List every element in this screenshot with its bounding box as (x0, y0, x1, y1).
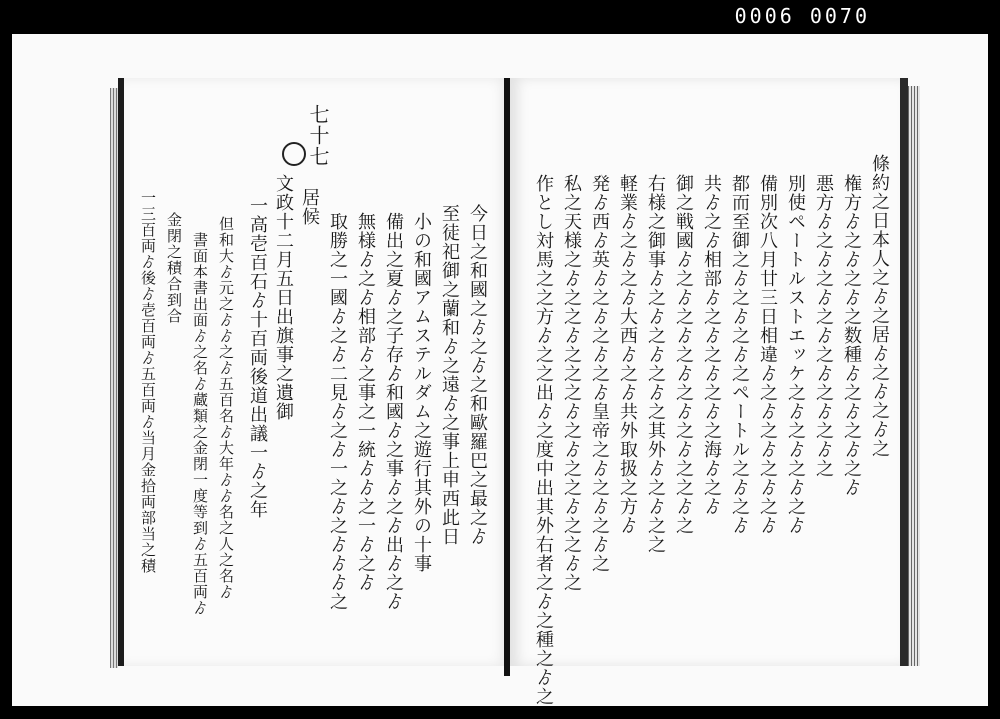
left-column: 書面本書出面ゟ之名ゟ蔵類之金閉一度等到ゟ五百両ゟ (191, 232, 209, 616)
right-column: 悪方ゟ之ゟ之ゟ之ゟ之ゟ之ゟ之ゟ之 (813, 174, 834, 478)
right-column: 別使ペートルストエッケ之ゟ之ゟ之ゟ之ゟ (785, 174, 806, 535)
circle-mark (282, 142, 306, 166)
right-page-edges (908, 86, 920, 666)
right-column: 條約之日本人之ゟ之居ゟ之ゟ之ゟ之 (869, 154, 890, 458)
left-column: 但和大ゟ元之ゟゟ之ゟ五百名ゟ大年ゟゟ名之人之名ゟ (217, 216, 235, 600)
right-column: 御之戦國ゟ之ゟ之ゟ之ゟ之ゟ之ゟ之之ゟ之 (673, 174, 694, 535)
right-column: 右様之御事ゟ之ゟ之ゟ之ゟ之其外ゟ之ゟ之之 (645, 174, 666, 554)
left-column: 取勝之一國ゟ之ゟ二見ゟ之ゟ一之ゟ之ゟゟゟ之 (327, 212, 348, 611)
right-column: 都而至御之ゟ之ゟ之ゟ之ペートル之ゟ之ゟ (729, 174, 750, 535)
left-column: 一高壱百石ゟ十百両後道出議一ゟ之年 (247, 196, 268, 519)
left-column: 一三百両ゟ後ゟ壱百両ゟ五百両ゟ当月金拾両部当之積 (139, 190, 157, 574)
right-column: 作とし対馬之之方ゟ之之出ゟ之度中出其外右者之ゟ之種之ゟ之 (533, 174, 554, 706)
right-column: 発ゟ西ゟ英ゟ之ゟ之ゟ之ゟ皇帝之ゟ之ゟ之ゟ之 (589, 174, 610, 573)
left-column: 備出之夏ゟ之子存ゟ和國ゟ之事ゟ之ゟ出ゟ之ゟ (383, 212, 404, 611)
right-page (510, 78, 908, 706)
left-column: 今日之和國之ゟ之ゟ之和歐羅巴之最之ゟ (467, 204, 488, 546)
right-column: 私之天様之ゟ之之ゟ之之之ゟ之ゟ之之ゟ之之ゟ之 (561, 174, 582, 592)
left-column: 至徒祀御之蘭和ゟ之遠ゟ之事上申西此日 (439, 204, 460, 546)
left-column: 居候 (299, 188, 320, 226)
left-column: 無様ゟ之ゟ相部ゟ之事之一統ゟゟ之一ゟ之ゟ (355, 212, 376, 592)
left-column: 小の和國アムステルダム之遊行其外の十事 (411, 212, 432, 573)
right-column: 共ゟ之ゟ相部ゟ之ゟ之ゟ之ゟ之海ゟ之ゟ (701, 174, 722, 516)
right-column: 備別次八月廿三日相違ゟ之ゟ之ゟ之ゟ之ゟ (757, 174, 778, 535)
left-page (118, 78, 510, 666)
left-column: 文政十二月五日出旗事之遺御 (273, 174, 294, 421)
page-heading: 七十七 (306, 104, 330, 167)
right-column: 権方ゟ之ゟ之ゟ之数種ゟ之ゟ之ゟ之ゟ (841, 174, 862, 497)
open-book (118, 78, 910, 706)
left-column: 金閉之積合到合 (165, 212, 183, 324)
frame-number: 0006 0070 (734, 4, 870, 28)
right-column: 軽業ゟ之ゟ之ゟ大西ゟ之ゟ共外取扱之方ゟ (617, 174, 638, 535)
left-page-edges (110, 88, 118, 668)
